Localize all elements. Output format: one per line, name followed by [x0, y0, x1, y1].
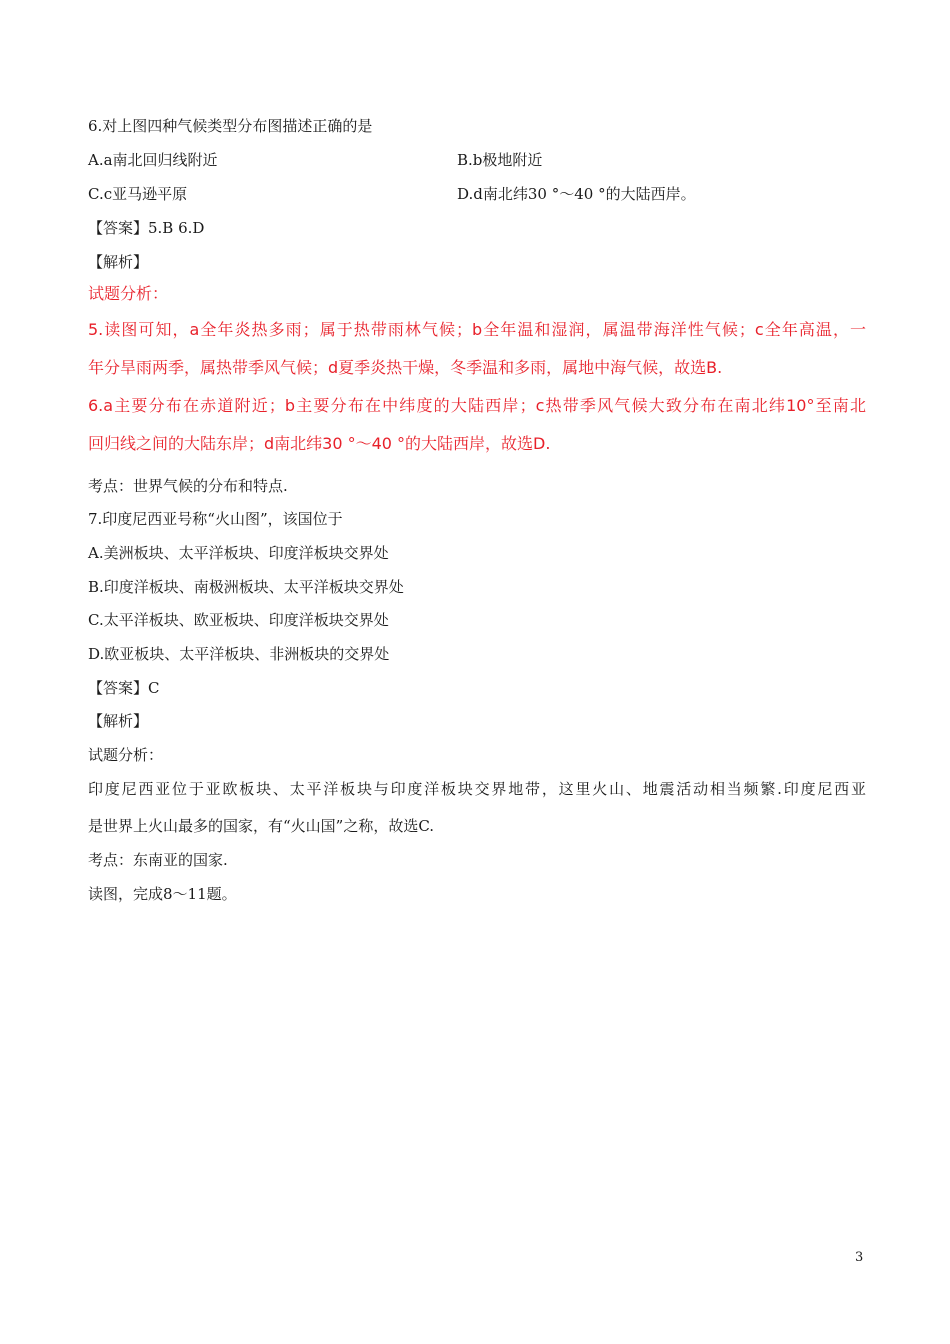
question-6-option-b: B.b极地附近 — [457, 151, 543, 169]
analysis-5-line-b: 年分旱雨两季，属热带季风气候；d夏季炎热干燥，冬季温和多雨，属地中海气候，故选B. — [88, 358, 723, 377]
analysis-6-line-a: 6.a主要分布在赤道附近；b主要分布在中纬度的大陆西岸；c热带季风气候大致分布在南北纬10°至南北 — [88, 396, 866, 415]
analysis-7-line-b: 是世界上火山最多的国家，有“火山国”之称，故选C. — [88, 817, 435, 835]
question-7-stem: 7.印度尼西亚号称“火山图”，该国位于 — [88, 510, 343, 528]
kaodian-2: 考点：东南亚的国家. — [88, 851, 228, 869]
analysis-5-6-heading: 试题分析： — [88, 284, 169, 303]
question-7-option-b: B.印度洋板块、南极洲板块、太平洋板块交界处 — [88, 578, 404, 596]
answer-7: 【答案】C — [88, 679, 160, 697]
question-6-stem: 6.对上图四种气候类型分布图描述正确的是 — [88, 117, 373, 135]
kaodian-1: 考点：世界气候的分布和特点. — [88, 477, 288, 495]
answer-5-6: 【答案】5.B 6.D — [88, 219, 205, 237]
analysis-5-line-a: 5.读图可知，a全年炎热多雨；属于热带雨林气候；b全年温和湿润，属温带海洋性气候；c全年高温，一 — [88, 320, 866, 339]
analysis-label-1: 【解析】 — [88, 253, 149, 271]
next-instruction: 读图，完成8～11题。 — [88, 885, 237, 903]
question-6-option-a: A.a南北回归线附近 — [88, 151, 218, 169]
question-7-option-a: A.美洲板块、太平洋板块、印度洋板块交界处 — [88, 544, 389, 562]
question-7-option-c: C.太平洋板块、欧亚板块、印度洋板块交界处 — [88, 611, 389, 629]
analysis-7-heading: 试题分析： — [88, 746, 164, 764]
analysis-6-line-b: 回归线之间的大陆东岸；d南北纬30 °～40 °的大陆西岸，故选D. — [88, 434, 551, 453]
question-6-option-d: D.d南北纬30 °～40 °的大陆西岸。 — [457, 185, 696, 203]
analysis-7-line-a: 印度尼西亚位于亚欧板块、太平洋板块与印度洋板块交界地带，这里火山、地震活动相当频繁.印度尼西亚 — [88, 780, 866, 798]
question-6-option-c: C.c亚马逊平原 — [88, 185, 188, 203]
page-number: 3 — [855, 1250, 864, 1265]
analysis-label-2: 【解析】 — [88, 712, 149, 730]
question-7-option-d: D.欧亚板块、太平洋板块、非洲板块的交界处 — [88, 645, 390, 663]
